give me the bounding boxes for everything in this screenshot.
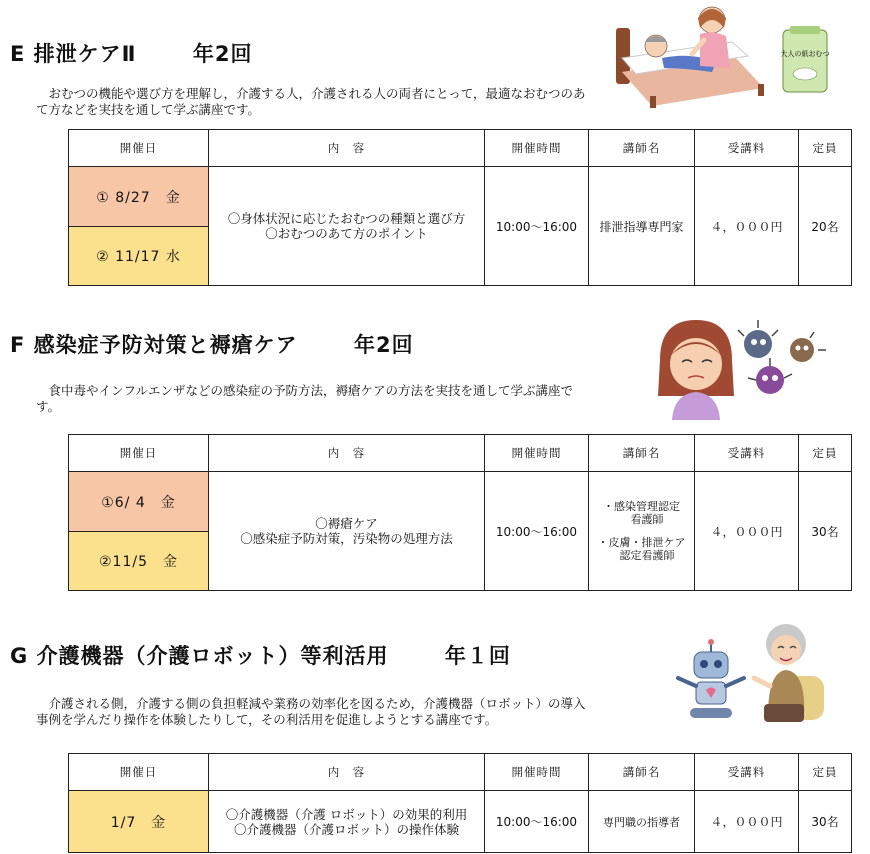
course-capacity: 30名: [799, 472, 852, 591]
header-capacity: 定員: [799, 435, 852, 472]
section-f-heading: [10, 329, 414, 359]
header-instructor: 講師名: [589, 435, 695, 472]
instructor-line: ・皮膚・排泄ケア: [597, 536, 686, 549]
header-date: 開催日: [69, 130, 209, 167]
header-fee: 受講料: [695, 435, 799, 472]
course-time: 10:00～16:00: [485, 472, 589, 591]
table-row: [69, 472, 852, 532]
course-time: 10:00～16:00: [485, 167, 589, 286]
section-g-title: 介護機器（介護ロボット）等利活用: [36, 644, 389, 668]
instructor-line: 認定看護師: [608, 549, 675, 562]
content-line: 〇褥瘡ケア: [315, 516, 378, 531]
header-instructor: 講師名: [589, 754, 695, 791]
section-g-count: 年１回: [444, 644, 511, 668]
section-e-description: おむつの機能や選び方を理解し，介護する人，介護される人の両者にとって，最適なおむつのあて方などを実技を通して学ぶ講座です。: [36, 86, 586, 117]
header-capacity: 定員: [799, 754, 852, 791]
header-date: 開催日: [69, 435, 209, 472]
content-line: 〇介護機器（介護 ロボット）の効果的利用: [225, 806, 468, 822]
header-fee: 受講料: [695, 754, 799, 791]
header-time: 開催時間: [485, 435, 589, 472]
course-fee: ４，０００円: [695, 167, 799, 286]
table-header-row: [69, 130, 852, 167]
section-f-count: 年2回: [353, 333, 414, 357]
diaper-bag-label: 大人の紙おむつ: [780, 50, 830, 58]
header-instructor: 講師名: [589, 130, 695, 167]
content-line: 〇身体状況に応じたおむつの種類と選び方: [227, 211, 466, 226]
section-f-description: 食中毒やインフルエンザなどの感染症の予防方法，褥瘡ケアの方法を実技を通して学ぶ講座です。: [36, 383, 574, 414]
section-e-heading: [10, 38, 252, 68]
table-header-row: [69, 754, 852, 791]
course-fee: ４，０００円: [695, 791, 799, 853]
instructor-line: ・感染管理認定: [603, 500, 680, 513]
header-content: 内 容: [209, 435, 485, 472]
header-content: 内 容: [209, 754, 485, 791]
session-date-1: ①6/ 4 金: [69, 472, 209, 532]
header-fee: 受講料: [695, 130, 799, 167]
content-line: 〇感染症予防対策，汚染物の処理方法: [240, 531, 453, 546]
course-capacity: 20名: [799, 167, 852, 286]
header-content: 内 容: [209, 130, 485, 167]
section-f-title: 感染症予防対策と褥瘡ケア: [33, 333, 298, 357]
course-instructor: 排泄指導専門家: [589, 167, 695, 286]
session-date-1: 1/7 金: [69, 791, 209, 853]
section-g-heading: [10, 640, 511, 670]
header-time: 開催時間: [485, 130, 589, 167]
table-row: [69, 167, 852, 227]
table-header-row: [69, 435, 852, 472]
course-capacity: 30名: [799, 791, 852, 853]
header-capacity: 定員: [799, 130, 852, 167]
section-e-title: 排泄ケアⅡ: [33, 42, 137, 66]
course-fee: ４，０００円: [695, 472, 799, 591]
instructor-line: 看護師: [619, 513, 664, 526]
course-content: [209, 791, 485, 853]
content-line: 〇おむつのあて方のポイント: [265, 226, 428, 241]
section-e-letter: E: [10, 42, 26, 66]
section-g-description: 介護される側，介護する側の負担軽減や業務の効率化を図るため，介護機器（ロボット）の導入事例を学んだり操作を体験したりして，その利活用を促進しようとする講座です。: [36, 696, 586, 727]
section-e-count: 年2回: [192, 42, 253, 66]
section-g-letter: G: [10, 644, 29, 668]
header-date: 開催日: [69, 754, 209, 791]
section-e-table: [68, 129, 852, 286]
robot-elderly-icon: [664, 616, 834, 728]
bed-care-illustration-icon: [612, 2, 772, 110]
content-line: 〇介護機器（介護ロボット）の操作体験: [233, 821, 459, 837]
course-time: 10:00～16:00: [485, 791, 589, 853]
course-instructor: 専門職の指導者: [589, 791, 695, 853]
section-g-table: [68, 753, 852, 853]
header-time: 開催時間: [485, 754, 589, 791]
diaper-bag-icon: [780, 24, 830, 94]
session-date-2: ②11/5 金: [69, 532, 209, 591]
table-row: [69, 791, 852, 853]
section-f-table: [68, 434, 852, 591]
session-date-2: ② 11/17 水: [69, 227, 209, 286]
sick-woman-germs-icon: [650, 316, 840, 426]
section-f-letter: F: [10, 333, 26, 357]
course-instructor: [589, 472, 695, 591]
session-date-1: ① 8/27 金: [69, 167, 209, 227]
course-content: [209, 167, 485, 286]
course-content: [209, 472, 485, 591]
